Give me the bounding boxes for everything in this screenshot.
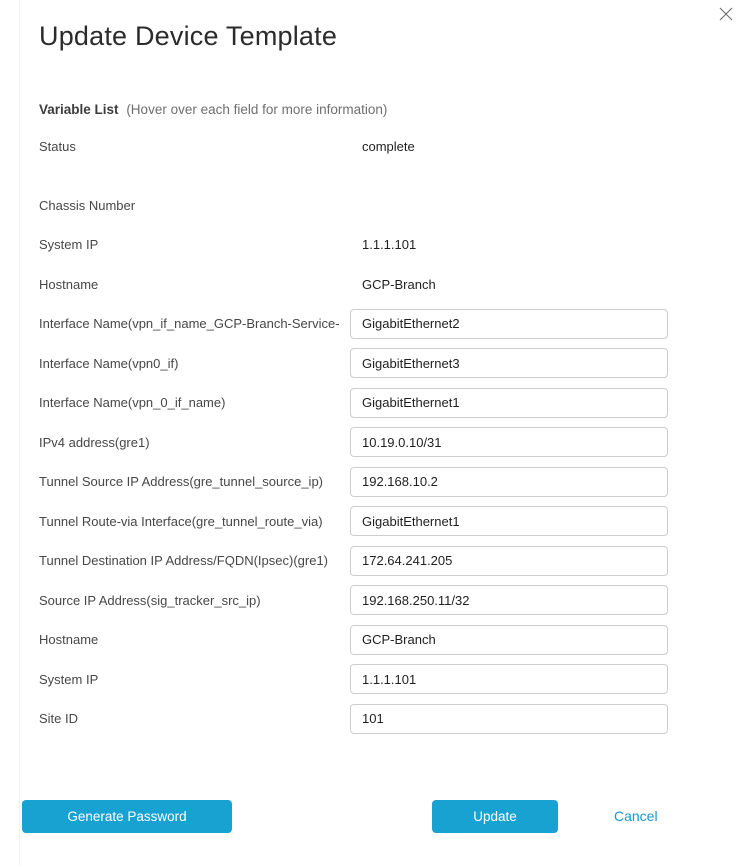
variable-input[interactable]: [350, 625, 668, 655]
variable-row-input: [39, 581, 668, 621]
generate-password-button[interactable]: Generate Password: [22, 800, 232, 833]
variable-row-input: [39, 383, 668, 423]
modal-left-edge: [19, 0, 20, 865]
variable-label: Status: [39, 139, 76, 155]
variable-row-static: [39, 225, 668, 265]
variable-input[interactable]: [350, 348, 668, 378]
close-icon[interactable]: [717, 5, 735, 23]
variable-label: Tunnel Destination IP Address/FQDN(Ipsec)(gre1): [39, 553, 329, 569]
variable-label: System IP: [39, 237, 99, 253]
dialog-footer: [0, 800, 752, 834]
variable-row-input: [39, 423, 668, 463]
cancel-link[interactable]: Cancel: [614, 808, 658, 824]
variable-list-heading: Variable List: [39, 102, 119, 117]
variable-input[interactable]: [350, 309, 668, 339]
variable-label: Tunnel Source IP Address(gre_tunnel_source_ip): [39, 474, 324, 490]
variable-label: IPv4 address(gre1): [39, 434, 150, 450]
variable-row-input: [39, 462, 668, 502]
variable-list-header: [39, 102, 387, 117]
variable-row-input: [39, 502, 668, 542]
dialog-title: Update Device Template: [39, 21, 338, 51]
variable-input[interactable]: [350, 585, 668, 615]
variable-row-static: [39, 186, 668, 226]
variable-input[interactable]: [350, 506, 668, 536]
variable-input[interactable]: [350, 388, 668, 418]
variable-label: Hostname: [39, 276, 99, 292]
variable-label: Source IP Address(sig_tracker_src_ip): [39, 592, 261, 608]
variable-row-input: [39, 304, 668, 344]
variable-list: [39, 127, 668, 739]
variable-row-input: [39, 620, 668, 660]
variable-input[interactable]: [350, 427, 668, 457]
variable-static-value: complete: [362, 139, 415, 155]
variable-row-input: [39, 541, 668, 581]
variable-input[interactable]: [350, 664, 668, 694]
variable-list-hint: (Hover over each field for more information): [126, 102, 388, 117]
variable-row-static: [39, 127, 668, 167]
variable-static-value: GCP-Branch: [362, 276, 436, 292]
variable-label: Tunnel Route-via Interface(gre_tunnel_route_via): [39, 513, 323, 529]
variable-label: Chassis Number: [39, 197, 136, 213]
variable-row-static: [39, 265, 668, 305]
variable-label: Site ID: [39, 711, 79, 727]
variable-input[interactable]: [350, 704, 668, 734]
variable-input[interactable]: [350, 546, 668, 576]
variable-label: Interface Name(vpn_0_if_name): [39, 395, 226, 411]
update-button[interactable]: Update: [432, 800, 558, 833]
variable-label: Hostname: [39, 632, 99, 648]
variable-label: Interface Name(vpn0_if): [39, 355, 179, 371]
variable-input[interactable]: [350, 467, 668, 497]
variable-label: System IP: [39, 671, 99, 687]
variable-row-input: [39, 344, 668, 384]
variable-row-input: [39, 699, 668, 739]
variable-static-value: 1.1.1.101: [362, 237, 417, 253]
variable-row-input: [39, 660, 668, 700]
variable-label: Interface Name(vpn_if_name_GCP-Branch-Service-: [39, 316, 340, 332]
